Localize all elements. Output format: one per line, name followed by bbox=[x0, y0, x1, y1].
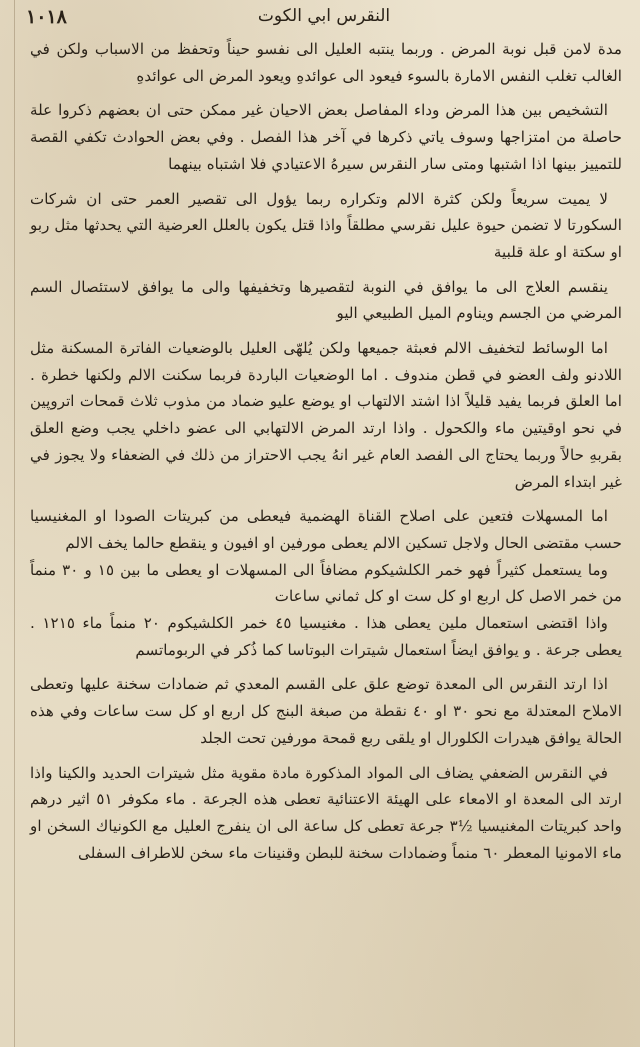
page-body bbox=[30, 36, 622, 1037]
paragraph-text: اما الوسائط لتخفيف الالم فعبثة جميعها ولكن يُلهّى العليل بالوضعيات الفاترة المسكنة مثل اللادنو ولف العضو في قطن مندوف . اما الوضعيات الباردة فربما سكنت الالم ولكنها خطرة . اما العلق فربما يفيد قليلاً اذا اشتد الالتهاب او يوضع عليو ضماد من مذوب ثلاث قمحات اتروپين في نحو اوقيتين ماء والكحول . واذا ارتد المرض الالتهابي الى عضو داخلي يجب وضع العلق بقربهِ حالاً وربما يحتاج الى الفصد العام غير انهُ يجب الاحتراز من ذلك في الضعفاء ولا يجوز في غير ابتداء المرض bbox=[30, 339, 622, 491]
paragraph-weak-gout bbox=[30, 760, 622, 867]
paragraph-text: اذا ارتد النقرس الى المعدة توضع علق على القسم المعدي ثم ضمادات سخنة عليها وتعطى الاملاح المعتدلة مع نحو ٣٠ او ٤٠ نقطة من صبغة البنج كل اربع او كل ست ساعات وفي هذه الحالة يوافق هيدرات الكلورال او يلقى ربع قمحة مورفين تحت الجلد bbox=[30, 675, 622, 747]
paragraph-text: مدة لامن قبل نوبة المرض . وربما ينتبه العليل الى نفسو حيناً وتحفظ من الاسباب ولكن في الغالب تغلب النفس الامارة بالسوء فيعود الى عوائدهِ ويعود المرض الى عوائدهِ bbox=[30, 40, 622, 85]
running-title: النقرس ابي الكوت bbox=[257, 6, 391, 26]
paragraph-treatment bbox=[30, 274, 622, 327]
paragraph-text: واذا اقتضى استعمال ملين يعطى هذا . مغنيسيا ٤٥ خمر الكلشيكوم ٢٠ منماً ماء ١٢١٥ . يعطى جرعة . و يوافق ايضاً استعمال شيترات البوتاسا كما ذُكر في الربوماتسم bbox=[30, 614, 622, 659]
paragraph-text: وما يستعمل كثيراً فهو خمر الكلشيكوم مضافاً الى المسهلات او يعطى ما بين ١٥ و ٣٠ منماً من خمر الاصل كل اربع او كل ست او كل ثماني ساعات bbox=[30, 560, 622, 606]
page-number: ١٠١٨ bbox=[26, 6, 67, 28]
paragraph-pain-relief bbox=[30, 335, 622, 495]
paragraph-colchicum bbox=[30, 557, 622, 610]
paragraph-diagnosis bbox=[30, 97, 622, 177]
paragraph-text: ينقسم العلاج الى ما يوافق في النوبة لتقصيرها وتخفيفها والى ما يوافق لاستئصال السم المرضي من الجسم ويناوم الميل الطبيعي اليو bbox=[30, 277, 622, 323]
paragraph-text: لا يميت سريعاً ولكن كثرة الالم وتكراره ربما يؤول الى تقصير العمر حتى ان شركات السكورتا لا تضمن حيوة عليل نقرسي مطلقاً واذا قتل يكون بالعلل العرضية التي يحدثها مثل ربو او سكتة او علة قلبية bbox=[30, 189, 622, 261]
paragraph-laxatives bbox=[30, 503, 622, 556]
paragraph-text: اما المسهلات فتعين على اصلاح القناة الهضمية فيعطى من كبريتات الصودا او المغنيسيا حسب مقتضى الحال ولاجل تسكين الالم يعطى مورفين او افيون و ينقطع حالما يخف الالم bbox=[30, 507, 622, 552]
page-edge-line bbox=[14, 0, 15, 1047]
paragraph-prescription bbox=[30, 610, 622, 663]
paragraph-stomach bbox=[30, 671, 622, 751]
paragraph-prognosis bbox=[30, 186, 622, 266]
paragraph-intro bbox=[30, 36, 622, 89]
page-header bbox=[26, 2, 622, 32]
paragraph-text: التشخيص بين هذا المرض وداء المفاصل بعض الاحيان غير ممكن حتى ان بعضهم ذكروا علة حاصلة من امتزاجها وسوف ياتي ذكرها في آخر هذا الفصل . وفي بعض الحوادث تكفي القصة للتمييز بينها اذا اشتبها ومتى سار النقرس سيرهُ الاعتيادي فلا اشتباه بينهما bbox=[30, 101, 622, 173]
paragraph-text: في النقرس الضعفي يضاف الى المواد المذكورة مادة مقوية مثل شيترات الحديد والكينا واذا ارتد الى المعدة او الامعاء على الهيئة الاعتنائية تعطى هذه الجرعة . ماء مكوفر ٥١ اثير درهم واحد كبريتات المغنيسيا ½٣ جرعة تعطى كل ساعة الى ان ينفرج العليل مع الكونياك السخن او ماء الامونيا المعطر ٦٠ منماً وضمادات سخنة للبطن وقنينات ماء سخن للاطراف السفلى bbox=[30, 763, 623, 862]
